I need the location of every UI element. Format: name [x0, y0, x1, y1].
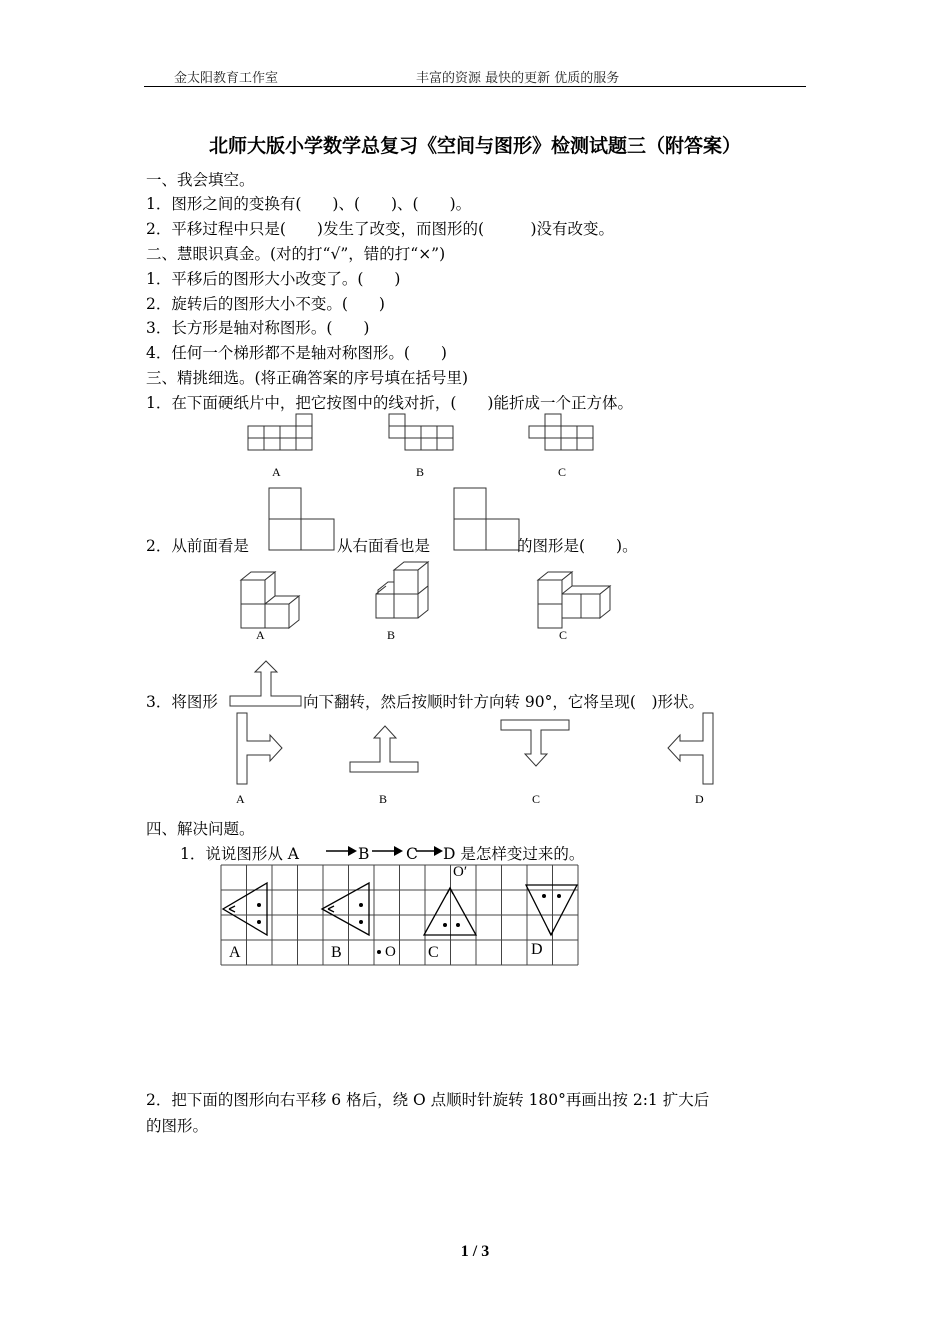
net-a-label: A	[272, 465, 281, 479]
solid-a-figure	[237, 570, 305, 642]
grid-label-a: A	[229, 944, 241, 961]
s3-question-2-part-a: 2．从前面看是	[146, 537, 249, 555]
header-rule	[144, 86, 806, 87]
section-3-heading: 三、精挑细选。(将正确答案的序号填在括号里)	[146, 369, 469, 387]
s2-question-4: 4．任何一个梯形都不是轴对称图形。( )	[146, 344, 447, 362]
section-2-heading: 二、慧眼识真金。(对的打“√”，错的打“×”)	[146, 245, 446, 263]
net-b-label: B	[416, 465, 425, 479]
grid-label-d: D	[531, 941, 543, 958]
net-c-figure	[529, 414, 595, 452]
shape-option-a	[234, 712, 286, 786]
s2-question-3: 3．长方形是轴对称图形。( )	[146, 319, 370, 337]
option-a-label: A	[236, 792, 245, 806]
shape-option-d	[665, 712, 717, 786]
net-a-figure	[248, 414, 314, 452]
section-1-heading: 一、我会填空。	[146, 171, 255, 189]
point-o-prime-label: O′	[453, 864, 468, 880]
solid-b-figure	[376, 562, 444, 634]
s4-question-1-part-d: D 是怎样变过来的。	[443, 845, 585, 863]
s4-question-2-line-2: 的图形。	[146, 1117, 209, 1135]
page-title: 北师大版小学数学总复习《空间与图形》检测试题三（附答案）	[208, 135, 741, 157]
shape-option-c	[499, 718, 571, 770]
net-c-label: C	[558, 465, 567, 479]
s3-question-2-part-c: 的图形是( )。	[517, 537, 638, 555]
grid-label-c: C	[428, 944, 439, 961]
arrow-right-icon	[326, 843, 358, 859]
s3-question-3-part-b: 向下翻转，然后按顺时针方向转 90°，它将呈现( )形状。	[303, 693, 704, 711]
header-right: 丰富的资源 最快的更新 优质的服务	[416, 71, 620, 86]
point-o-dot	[377, 950, 381, 954]
arrow-right-icon	[372, 843, 404, 859]
s3-question-2-part-b: 从右面看也是	[337, 537, 431, 555]
s1-question-2: 2．平移过程中只是( )发生了改变，而图形的( )没有改变。	[146, 220, 615, 238]
option-b-label: B	[379, 792, 388, 806]
option-d-label: D	[695, 792, 704, 806]
right-view-figure	[453, 487, 521, 551]
t-shape-figure	[229, 660, 303, 710]
s2-question-1: 1．平移后的图形大小改变了。( )	[146, 270, 401, 288]
solid-c-figure	[536, 570, 616, 642]
s1-question-1: 1．图形之间的变换有( )、( )、( )。	[146, 195, 472, 213]
s4-question-1-part-a: 1．说说图形从 A	[180, 845, 299, 863]
page-number: 1 / 3	[460, 1243, 490, 1260]
transformation-grid	[220, 864, 580, 968]
arrow-right-icon	[416, 843, 444, 859]
solid-b-label: B	[387, 628, 396, 642]
shape-option-b	[348, 724, 420, 774]
solid-c-label: C	[559, 628, 568, 642]
solid-a-label: A	[256, 628, 265, 642]
net-b-figure	[389, 414, 455, 452]
s3-question-3-part-a: 3．将图形	[146, 693, 218, 711]
grid-label-b: B	[331, 944, 342, 961]
header-left: 金太阳教育工作室	[174, 71, 279, 86]
option-c-label: C	[532, 792, 541, 806]
triangle-d	[526, 885, 577, 935]
point-o-label: O	[385, 944, 396, 960]
s4-question-1-part-c: C	[406, 845, 418, 863]
s3-question-1: 1．在下面硬纸片中，把它按图中的线对折，( )能折成一个正方体。	[146, 394, 633, 412]
front-view-figure	[268, 487, 336, 551]
section-4-heading: 四、解决问题。	[146, 820, 255, 838]
s4-question-2-line-1: 2．把下面的图形向右平移 6 格后，绕 O 点顺时针旋转 180°再画出按 2:1 扩大后	[146, 1091, 710, 1109]
s4-question-1-part-b: B	[358, 845, 370, 863]
s2-question-2: 2．旋转后的图形大小不变。( )	[146, 295, 385, 313]
